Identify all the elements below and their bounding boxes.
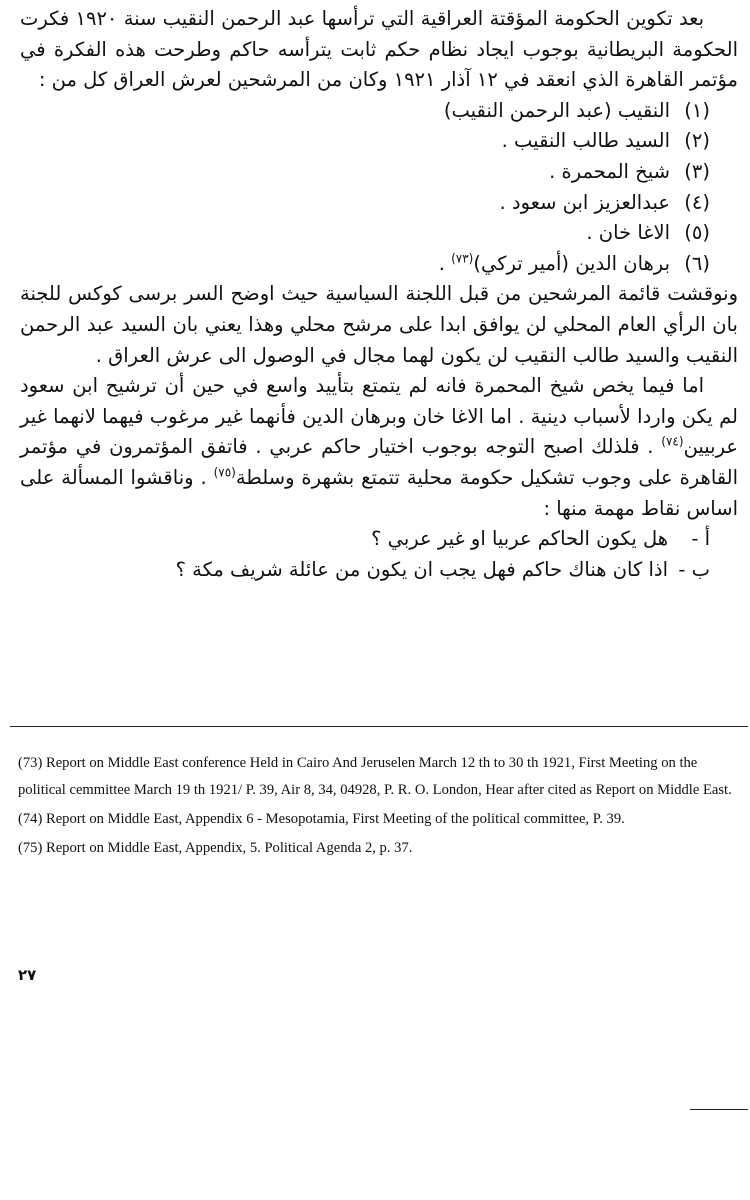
list-text: هل يكون الحاكم عربيا او غير عربي ؟: [371, 527, 668, 551]
list-item: [20, 126, 738, 157]
list-number: (٢): [684, 129, 710, 153]
arabic-body-text: [20, 4, 738, 585]
list-letter: ب -: [678, 557, 710, 581]
footnote-ref[interactable]: (٧٣): [451, 251, 474, 266]
paragraph-intro: بعد تكوين الحكومة المؤقتة العراقية التي ترأسها عبد الرحمن النقيب سنة ١٩٢٠ فكرت الحكومة البريطانية بوجوب ايجاد نظام حكم ثابت يترأسه حاكم وطرحت هذه الفكرة في مؤتمر القاهرة الذي انعقد في ١٢ آذار ١٩٢١ وكان من المرشحين لعرش العراق كل من :: [20, 7, 738, 92]
footnote-ref[interactable]: (٧٥): [213, 465, 236, 480]
footnote-74: (74) Report on Middle East, Appendix 6 - Mesopotamia, First Meeting of the political committee, P. 39.: [18, 811, 625, 827]
list-number: (٤): [684, 190, 710, 214]
list-text: عبدالعزيز ابن سعود .: [499, 190, 670, 214]
paragraph-discussion: ونوقشت قائمة المرشحين من قبل اللجنة السياسية حيث اوضح السر برسى كوكس للجنة بان الرأي العام المحلي لن يوافق ابدا على مرشح محلي وهذا يعني بان السيد عبد الرحمن النقيب والسيد طالب النقيب لن يكون لهما مجال في الوصول الى عرش العراق .: [20, 282, 738, 367]
footnote-ref[interactable]: (٧٤): [661, 434, 684, 449]
page-number: ٢٧: [18, 966, 37, 984]
paragraph-text: . وناقشوا المسألة على اساس نقاط مهمة منها :: [20, 465, 738, 520]
paragraph-conference: [20, 371, 738, 524]
footnote-73: (73) Report on Middle East conference Held in Cairo And Jeruselen March 12 th to 30 th 1921, First Meeting on the political cemmittee March 19 th 1921/ P. 39, Air 8, 34, 04928, P. R. O. London, Hear after cited as Report on Middle East.: [18, 755, 732, 798]
questions-list: [20, 524, 738, 585]
list-text: النقيب (عبد الرحمن النقيب): [443, 98, 670, 122]
list-number: (١): [684, 98, 710, 122]
footnote-75: (75) Report on Middle East, Appendix, 5. Political Agenda 2, p. 37.: [18, 840, 413, 856]
list-text: الاغا خان .: [586, 221, 670, 245]
list-text: شيخ المحمرة .: [549, 159, 670, 183]
list-item: [20, 188, 738, 219]
list-letter: أ -: [691, 527, 710, 551]
list-text: السيد طالب النقيب .: [501, 129, 670, 153]
list-number: (٦): [684, 251, 710, 275]
list-item: [20, 524, 738, 555]
paragraph-text: . فلذلك اصبح التوجه بوجوب اختيار حاكم عربي . فاتفق المؤتمرون في مؤتمر القاهرة على وجوب تشكيل حكومة محلية تتمتع بشهرة وسلطة: [20, 435, 739, 489]
list-item: [20, 218, 738, 249]
candidates-list: [20, 96, 738, 280]
list-item: [20, 96, 738, 127]
list-item: [20, 555, 738, 586]
list-number: (٣): [684, 159, 710, 183]
list-item: [20, 249, 738, 280]
footnote-divider: [10, 726, 748, 727]
footnotes: [18, 750, 742, 864]
list-item: [20, 157, 738, 188]
list-number: (٥): [684, 221, 710, 245]
bottom-divider: [690, 1109, 748, 1110]
list-text: اذا كان هناك حاكم فهل يجب ان يكون من عائلة شريف مكة ؟: [175, 557, 668, 581]
list-text: برهان الدين (أمير تركي): [473, 251, 670, 275]
paragraph-text: اما فيما يخص شيخ المحمرة فانه لم يتمتع بتأييد واسع في حين أن ترشيح ابن سعود لم يكن واردا لأسباب دينية . اما الاغا خان وبرهان الدين فأنهما غير مرغوب فيهما لانهما غير عربيين: [20, 374, 738, 459]
list-text-tail: .: [438, 251, 452, 275]
